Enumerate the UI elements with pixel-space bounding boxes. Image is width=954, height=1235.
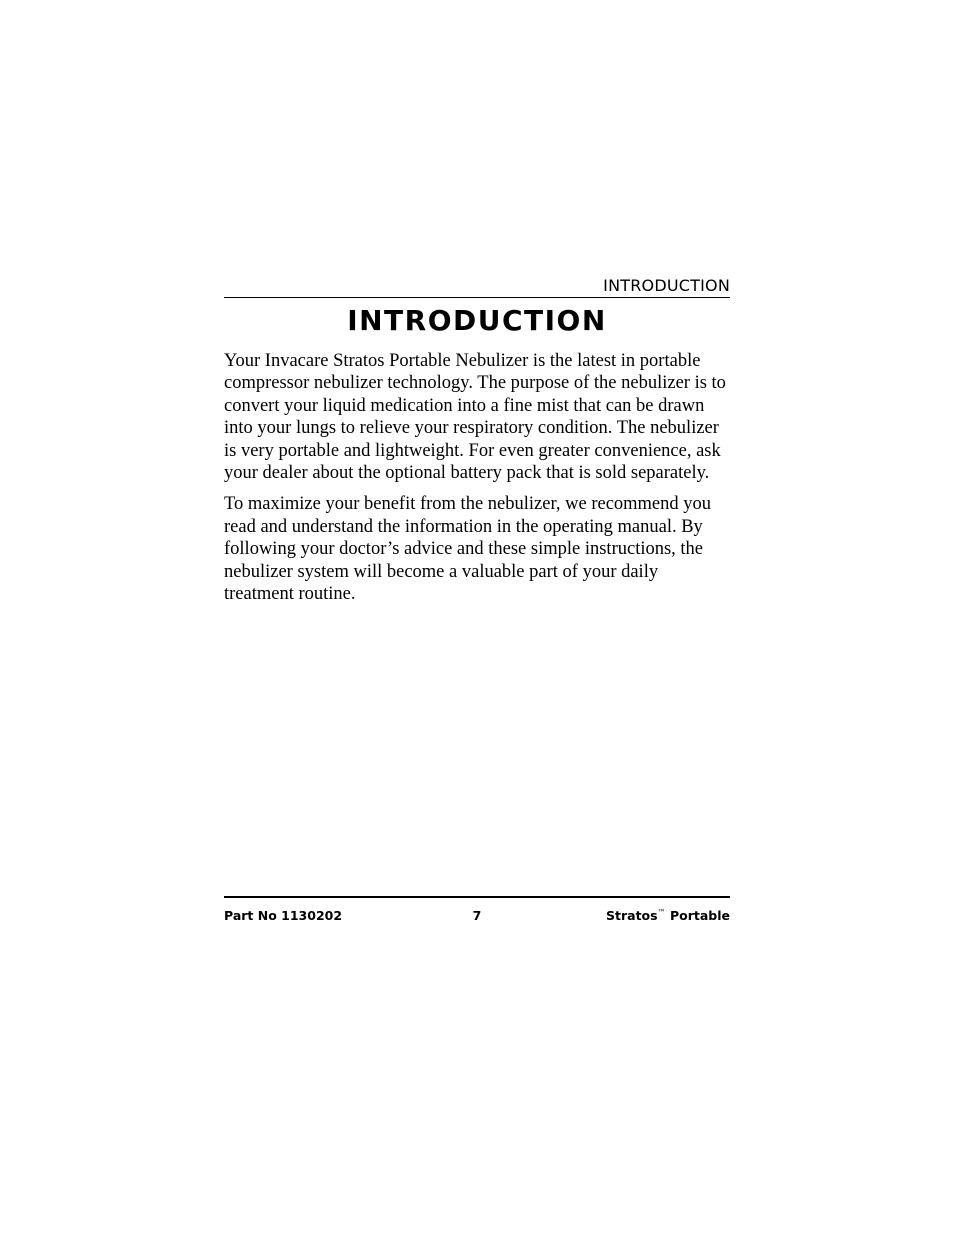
trademark-symbol: ™ — [657, 907, 666, 917]
product-suffix: Portable — [669, 908, 730, 923]
header-divider — [224, 297, 730, 298]
body-text — [224, 350, 730, 614]
part-number: Part No 1130202 — [224, 908, 343, 923]
intro-paragraph-2: To maximize your benefit from the nebulizer, we recommend you read and understand the information in the operating manual. By following your doctor’s advice and these simple instructions, the nebulizer system will become a valuable part of your daily treatment routine. — [224, 494, 712, 605]
page-number: 7 — [472, 908, 482, 923]
page-footer — [224, 907, 730, 925]
footer-divider — [224, 896, 730, 898]
intro-paragraph-1: Your Invacare Stratos Portable Nebulizer is the latest in portable compressor nebulizer technology. The purpose of the nebulizer is to convert your liquid medication into a fine mist that can be drawn into your lungs to relieve your respiratory condition. The nebulizer is very portable and lightweight. For even greater convenience, ask your dealer about the optional battery pack that is sold separately. — [224, 351, 726, 484]
running-header: INTRODUCTION — [603, 276, 730, 295]
page-title: INTRODUCTION — [347, 304, 607, 337]
product-brand: Stratos — [606, 908, 658, 923]
product-name — [606, 907, 730, 925]
